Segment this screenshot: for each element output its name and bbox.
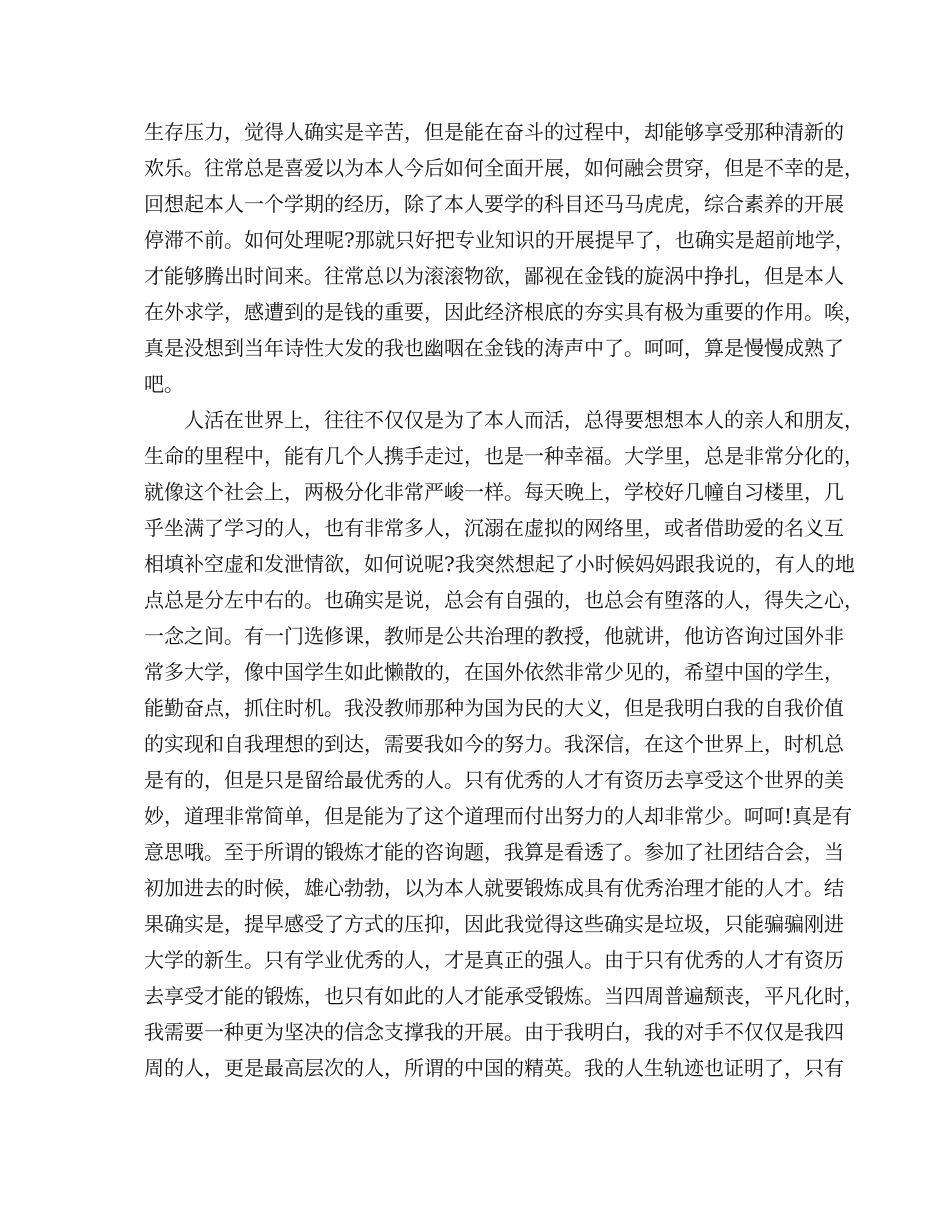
text-line: 大学的新生。只有学业优秀的人，才是真正的强人。由于只有优秀的人才有资历: [144, 948, 844, 972]
text-line: 生命的里程中，能有几个人携手走过，也是一种幸福。大学里，总是非常分化的，: [144, 444, 864, 468]
text-line: 妙，道理非常简单，但是能为了这个道理而付出努力的人却非常少。呵呵!真是有: [144, 804, 853, 828]
paragraph-2: [144, 402, 864, 1086]
text-line: 生存压力，觉得人确实是辛苦，但是能在奋斗的过程中，却能够享受那种清新的: [144, 120, 844, 144]
text-line: 常多大学，像中国学生如此懒散的，在国外依然非常少见的，希望中国的学生，: [144, 660, 844, 684]
text-line: 去享受才能的锻炼，也只有如此的人才能承受锻炼。当四周普遍颓丧，平凡化时，: [144, 984, 864, 1008]
text-line: 周的人，更是最高层次的人，所谓的中国的精英。我的人生轨迹也证明了，只有: [144, 1056, 844, 1080]
text-line: 欢乐。往常总是喜爱以为本人今后如何全面开展，如何融会贯穿，但是不幸的是，: [144, 156, 864, 180]
text-line: 是有的，但是只是留给最优秀的人。只有优秀的人才有资历去享受这个世界的美: [144, 768, 844, 792]
text-line: 点总是分左中右的。也确实是说，总会有自强的，也总会有堕落的人，得失之心，: [144, 588, 864, 612]
text-line: 意思哦。至于所谓的锻炼才能的咨询题，我算是看透了。参加了社团结合会，当: [144, 840, 844, 864]
text-line: 吧。: [144, 372, 184, 396]
text-line: 初加进去的时候，雄心勃勃，以为本人就要锻炼成具有优秀治理才能的人才。结: [144, 876, 844, 900]
text-line: 果确实是，提早感受了方式的压抑，因此我觉得这些确实是垃圾，只能骗骗刚进: [144, 912, 844, 936]
text-line: 我需要一种更为坚决的信念支撑我的开展。由于我明白，我的对手不仅仅是我四: [144, 1020, 844, 1044]
text-line: 回想起本人一个学期的经历，除了本人要学的科目还马马虎虎，综合素养的开展: [144, 192, 844, 216]
text-line: 人活在世界上，往往不仅仅是为了本人而活，总得要想想本人的亲人和朋友，: [184, 408, 864, 432]
text-line: 一念之间。有一门选修课，教师是公共治理的教授，他就讲，他访咨询过国外非: [144, 624, 844, 648]
text-line: 相填补空虚和发泄情欲，如何说呢?我突然想起了小时候妈妈跟我说的，有人的地: [144, 552, 855, 576]
text-line: 才能够腾出时间来。往常总以为滚滚物欲，鄙视在金钱的旋涡中挣扎，但是本人: [144, 264, 844, 288]
text-line: 就像这个社会上，两极分化非常严峻一样。每天晚上，学校好几幢自习楼里，几: [144, 480, 844, 504]
text-line: 停滞不前。如何处理呢?那就只好把专业知识的开展提早了，也确实是超前地学，: [144, 228, 855, 252]
text-line: 在外求学，感遭到的是钱的重要，因此经济根底的夯实具有极为重要的作用。唉，: [144, 300, 864, 324]
text-line: 真是没想到当年诗性大发的我也幽咽在金钱的涛声中了。呵呵，算是慢慢成熟了: [144, 336, 844, 360]
text-line: 乎坐满了学习的人，也有非常多人，沉溺在虚拟的网络里，或者借助爱的名义互: [144, 516, 844, 540]
text-line: 能勤奋点，抓住时机。我没教师那种为国为民的大义，但是我明白我的自我价值: [144, 696, 844, 720]
text-line: 的实现和自我理想的到达，需要我如今的努力。我深信，在这个世界上，时机总: [144, 732, 844, 756]
body-text: [144, 114, 864, 1086]
paragraph-1: [144, 114, 864, 402]
